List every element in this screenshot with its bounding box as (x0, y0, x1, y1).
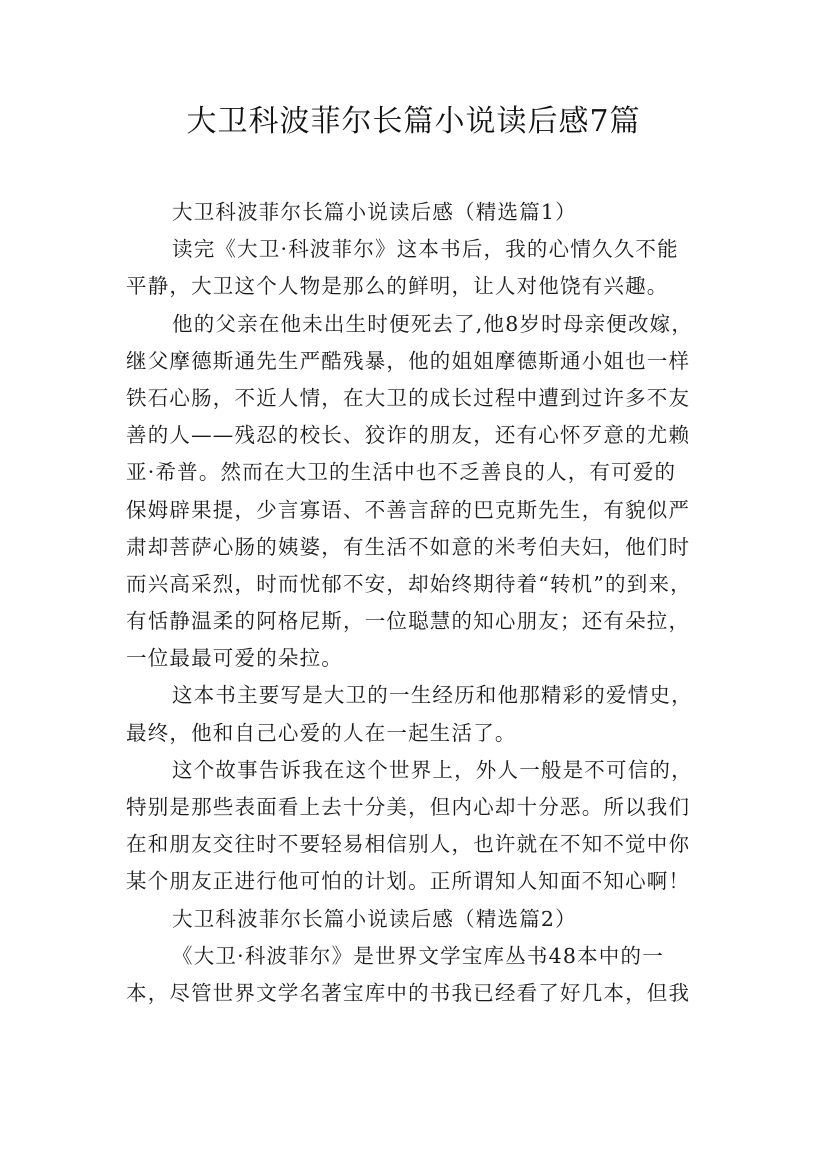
text-line: 保姆辟果提，少言寡语、不善言辞的巴克斯先生，有貌似严 (126, 497, 691, 522)
text-line: 铁石心肠，不近人情，在大卫的成长过程中遭到过许多不友 (126, 385, 691, 410)
text-line: 平静，大卫这个人物是那么的鲜明，让人对他饶有兴趣。 (126, 274, 669, 299)
text-line: 而兴高采烈，时而忧郁不安，却始终期待着“转机”的到来， (126, 571, 692, 596)
text-line: 特别是那些表面看上去十分美，但内心却十分恶。所以我们 (126, 795, 691, 819)
text-line: 肃却菩萨心肠的姨婆，有生活不如意的米考伯夫妇，他们时 (126, 534, 691, 559)
text-line: 亚·希普。然而在大卫的生活中也不乏善良的人，有可爱的 (126, 460, 677, 485)
text-line: 大卫科波菲尔长篇小说读后感（精选篇1） (172, 200, 577, 224)
text-line: 一位最最可爱的朵拉。 (126, 646, 343, 671)
document-body (126, 194, 710, 1012)
text-line: 他的父亲在他未出生时便死去了,他8岁时母亲便改嫁， (172, 311, 694, 336)
text-line: 继父摩德斯通先生严酷残暴，他的姐姐摩德斯通小姐也一样 (126, 348, 691, 373)
text-line: 善的人——残忍的校长、狡诈的朋友，还有心怀歹意的尤赖 (126, 423, 691, 448)
text-line: 在和朋友交往时不要轻易相信别人，也许就在不知不觉中你 (126, 832, 691, 857)
text-line: 最终，他和自己心爱的人在一起生活了。 (126, 720, 517, 745)
text-line: 《大卫·科波菲尔》是世界文学宝库丛书48本中的一 (172, 943, 664, 968)
text-line: 有恬静温柔的阿格尼斯，一位聪慧的知心朋友；还有朵拉， (126, 609, 691, 634)
text-line: 本，尽管世界文学名著宝库中的书我已经看了好几本，但我 (126, 980, 691, 1005)
text-line: 大卫科波菲尔长篇小说读后感（精选篇2） (172, 906, 577, 931)
text-line: 读完《大卫·科波菲尔》这本书后，我的心情久久不能 (172, 237, 679, 262)
document-title: 大卫科波菲尔长篇小说读后感7篇 (186, 104, 641, 139)
text-line: 这本书主要写是大卫的一生经历和他那精彩的爱情史， (172, 683, 693, 708)
text-line: 这个故事告诉我在这个世界上，外人一般是不可信的， (172, 757, 693, 782)
text-line: 某个朋友正进行他可怕的计划。正所谓知人知面不知心啊！ (126, 869, 691, 894)
